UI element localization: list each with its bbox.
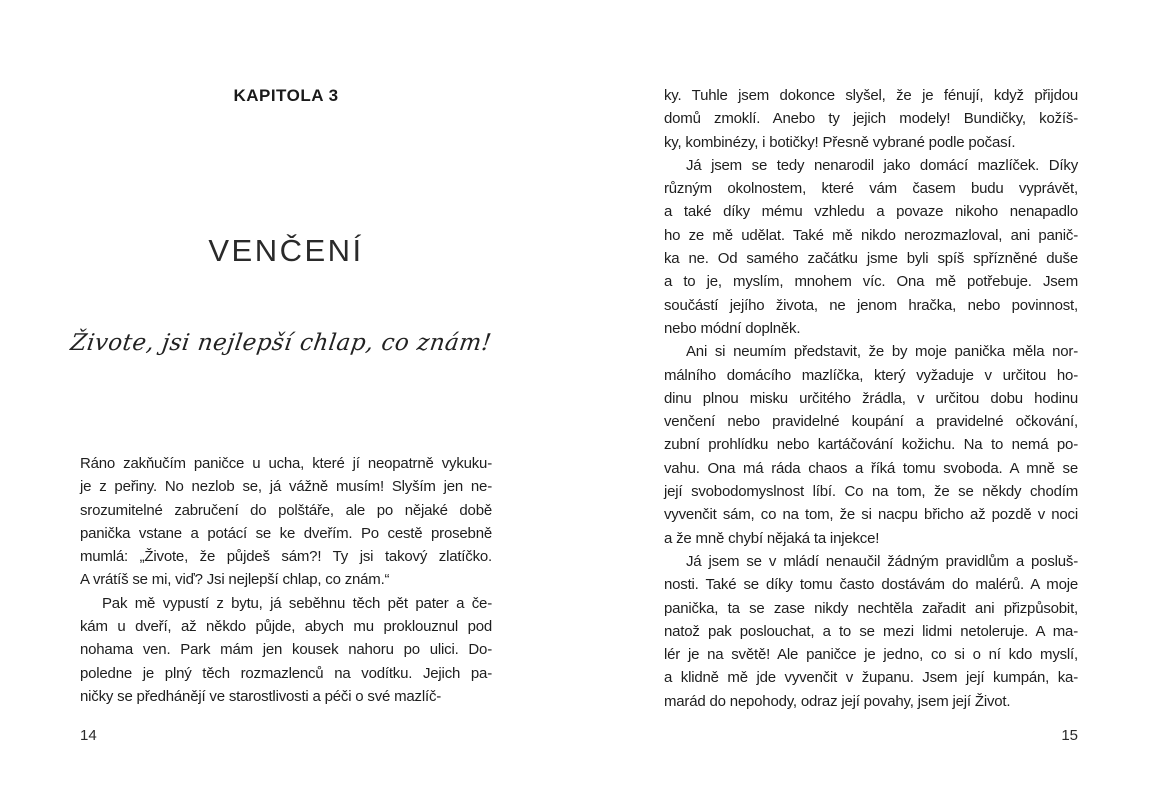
text-line: marád do nepohody, odraz její povahy, jsem její Život.: [664, 692, 1011, 710]
text-line: Já jsem se tedy nenarodil jako domácí mazlíček. Díky: [686, 156, 1078, 174]
paragraph: [664, 550, 1078, 713]
text-line: nosti. Také se díky tomu často dostávám do malérů. A moje: [664, 576, 1078, 594]
text-line: lér je na světě! Ale paničce je jedno, co si o ní kdo myslí,: [664, 646, 1078, 664]
paragraph: [664, 340, 1078, 550]
text-line: součástí jejího života, ne jenom hračka, nebo povinnost,: [664, 296, 1078, 314]
text-line: vahu. Ona má ráda chaos a říká tomu svoboda. A mně se: [664, 459, 1078, 477]
chapter-epigraph: Živote, jsi nejlepší chlap, co znám!: [68, 330, 494, 356]
text-line: srozumitelné zabručení do polštáře, ale po nějaké době: [80, 501, 492, 519]
text-line: domů zmoklí. Anebo ty jejich modely! Bundičky, kožíš-: [664, 110, 1078, 128]
text-line: natož pak poslouchat, a to se mezi lidmi netoleruje. A ma-: [664, 622, 1078, 640]
text-line: a také díky mému vzhledu a povaze nikoho nenapadlo: [664, 203, 1078, 221]
chapter-label: KAPITOLA 3: [233, 86, 339, 105]
text-line: a to je, myslím, mnohem víc. Ona mě potřebuje. Jsem: [664, 273, 1078, 291]
text-line: poledne je plný těch rozmazlenců na vodítku. Jejich pa-: [80, 664, 492, 682]
text-line: Ráno zakňučím paničce u ucha, které jí neopatrně vykuku-: [80, 455, 492, 472]
text-line: ky. Tuhle jsem dokonce slyšel, že je fénují, když přijdou: [664, 87, 1078, 104]
text-line: ničky se předhánějí ve starostlivosti a péči o své mazlíč-: [80, 687, 442, 705]
text-line: zubní prohlídku nebo kartáčování kožichu. Na to nemá po-: [664, 436, 1078, 454]
text-line: nebo módní doplněk.: [664, 319, 801, 337]
page-left: [68, 0, 494, 800]
text-line: různým okolnostem, které vám časem budu vyprávět,: [664, 180, 1078, 198]
text-line: A vrátíš se mi, viď? Jsi nejlepší chlap, co znám.“: [80, 571, 390, 589]
text-line: kám u dveří, až někdo půjde, abych mu proklouznul pod: [80, 618, 492, 636]
text-line: ky, kombinézy, i botičky! Přesně vybrané podle počasí.: [664, 133, 1016, 151]
text-line: ho ze mě udělat. Také mě nikdo nerozmazloval, ani panič-: [664, 226, 1078, 244]
text-line: dinu plnou misku určitého žrádla, v určitou dobu hodinu: [664, 389, 1078, 407]
page-right: [664, 0, 1078, 800]
paragraph: [80, 592, 492, 708]
page-number-right: 15: [1061, 727, 1078, 744]
text-line: a že mně chybí nějaká ta injekce!: [664, 529, 880, 547]
text-line: a klidně mě jde vyvenčit v županu. Jsem její kumpán, ka-: [664, 669, 1078, 687]
text-line: mumlá: „Živote, že půjdeš sám?! Ty jsi takový zlatíčko.: [80, 548, 492, 566]
text-line: ka ne. Od samého začátku jsme byli spíš spřízněné duše: [664, 250, 1078, 268]
text-line: Já jsem se v mládí nenaučil žádným pravidlům a posluš-: [686, 552, 1078, 570]
text-line: Pak mě vypustí z bytu, já seběhnu těch pět pater a če-: [102, 594, 492, 612]
right-page-body: [664, 84, 1078, 713]
paragraph: [664, 154, 1078, 340]
page-number-left: 14: [80, 727, 97, 744]
paragraph: [664, 84, 1078, 154]
text-line: venčení nebo pravidelné koupání a pravidelné očkování,: [664, 413, 1078, 431]
chapter-title: VENČENÍ: [208, 233, 364, 268]
left-page-body: [80, 452, 492, 708]
text-line: je z peřiny. No nezlob se, já vážně musím! Slyším jen ne-: [80, 478, 492, 496]
paragraph: [80, 452, 492, 592]
text-line: její svobodomyslnost líbí. Co na tom, že se někdy chodím: [664, 483, 1078, 501]
text-line: vyvenčit sám, co na tom, že si nacpu břicho až pozdě v noci: [664, 506, 1078, 524]
text-line: panička vstane a potácí se ke dveřím. Po cestě prosebně: [80, 524, 492, 542]
text-line: nohama ven. Park mám jen kousek nahoru po ulici. Do-: [80, 641, 492, 659]
text-line: Ani si neumím představit, že by moje panička měla nor-: [686, 343, 1078, 361]
text-line: panička, ta se zase nikdy nechtěla zařadit ani přizpůsobit,: [664, 599, 1078, 617]
text-line: málního domácího mazlíčka, který vyžaduje v určitou ho-: [664, 366, 1078, 384]
